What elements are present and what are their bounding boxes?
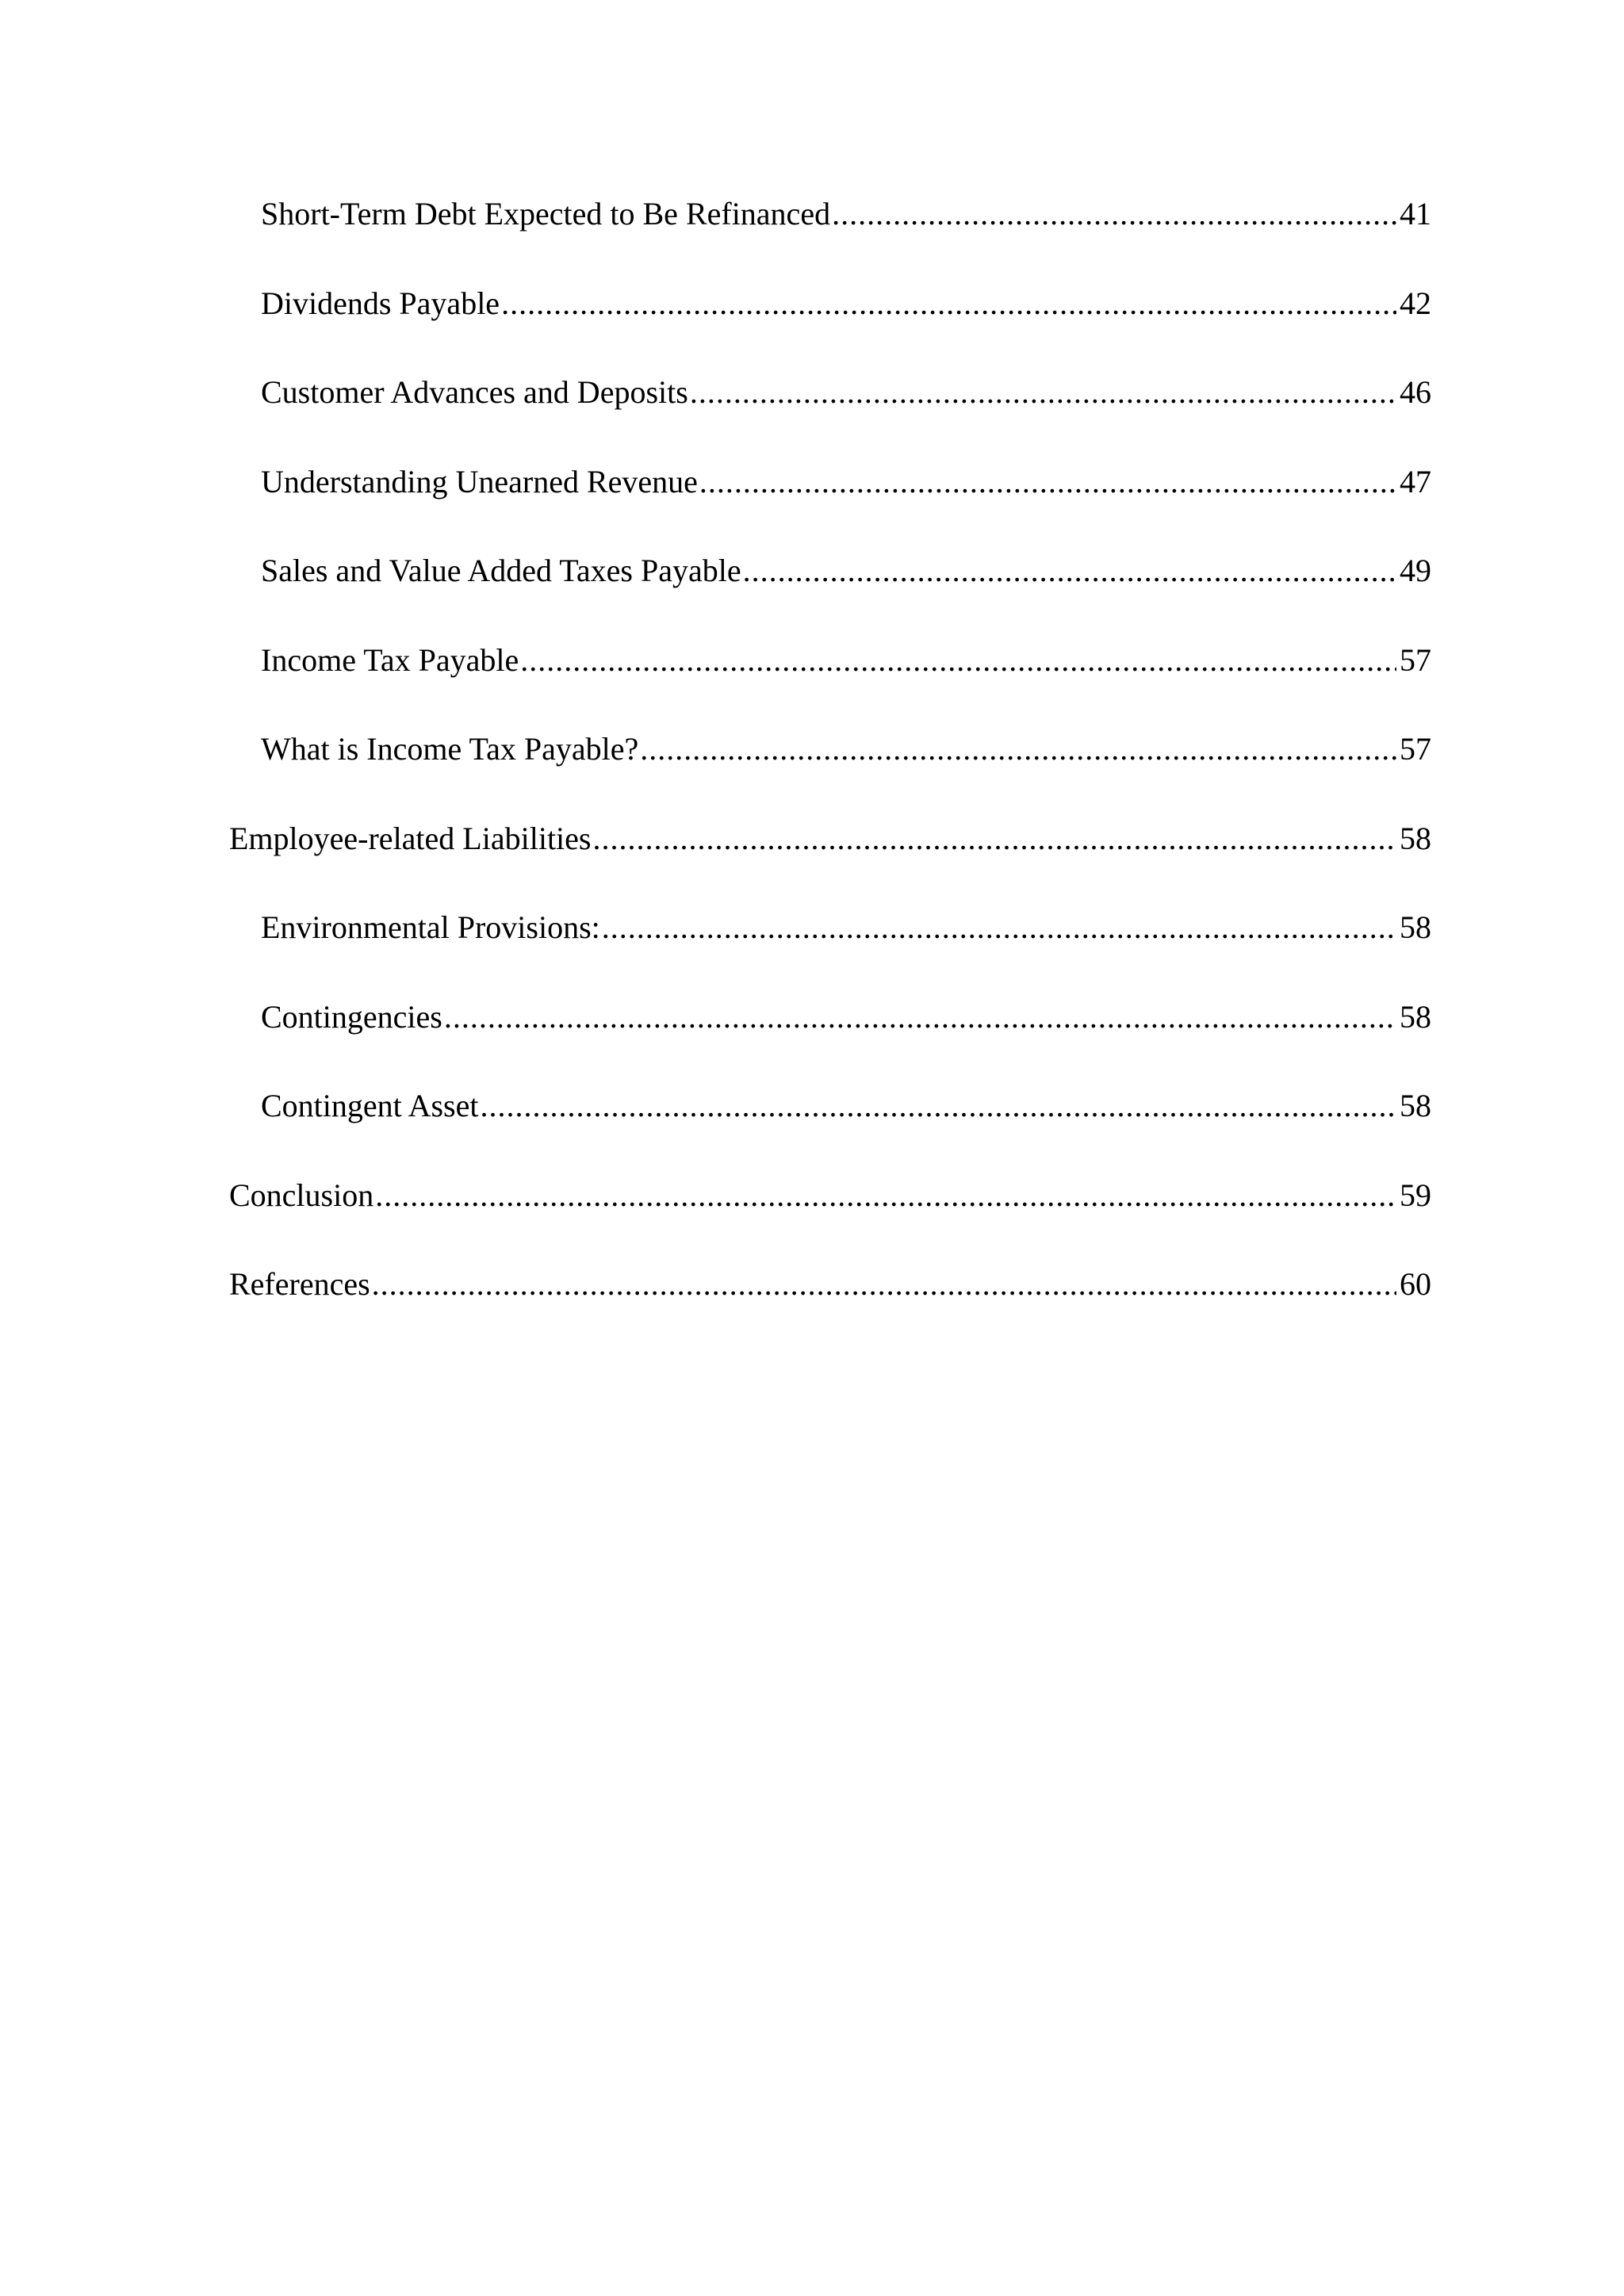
toc-entry[interactable] <box>229 725 1431 815</box>
toc-dot-leader <box>743 547 1396 595</box>
toc-entry-title: Understanding Unearned Revenue <box>261 463 698 499</box>
toc-entry-page: 42 <box>1400 285 1431 321</box>
toc-entry[interactable] <box>229 637 1431 726</box>
table-of-contents <box>229 190 1431 1350</box>
toc-entry-title: Sales and Value Added Taxes Payable <box>261 553 741 588</box>
toc-dot-leader <box>699 458 1396 506</box>
toc-dot-leader <box>444 993 1396 1041</box>
toc-entry[interactable] <box>229 547 1431 637</box>
toc-dot-leader <box>375 1172 1396 1219</box>
toc-dot-leader <box>592 815 1396 863</box>
toc-entry-title: Contingencies <box>261 998 442 1035</box>
toc-entry-page: 59 <box>1400 1177 1431 1213</box>
toc-dot-leader <box>501 280 1396 327</box>
toc-entry-title: Environmental Provisions: <box>261 909 600 945</box>
toc-entry-page: 46 <box>1400 374 1431 410</box>
toc-entry-page: 57 <box>1400 641 1431 678</box>
toc-entry[interactable] <box>229 1261 1431 1350</box>
toc-entry-title: Customer Advances and Deposits <box>261 374 688 410</box>
toc-entry-title: Contingent Asset <box>261 1088 479 1123</box>
toc-dot-leader <box>640 725 1396 773</box>
toc-entry-title: What is Income Tax Payable? <box>261 731 639 767</box>
toc-dot-leader <box>372 1261 1396 1308</box>
toc-entry[interactable] <box>229 1082 1431 1172</box>
toc-entry[interactable] <box>229 190 1431 280</box>
toc-dot-leader <box>520 637 1396 684</box>
toc-entry-title: Dividends Payable <box>261 285 500 321</box>
toc-dot-leader <box>480 1082 1396 1130</box>
toc-dot-leader <box>690 369 1396 416</box>
toc-entry-title: Conclusion <box>229 1177 374 1213</box>
toc-entry-page: 60 <box>1400 1266 1431 1302</box>
toc-entry[interactable] <box>229 815 1431 905</box>
toc-entry-page: 49 <box>1400 553 1431 588</box>
toc-entry[interactable] <box>229 369 1431 458</box>
toc-entry-page: 58 <box>1400 1088 1431 1123</box>
toc-entry-title: Income Tax Payable <box>261 641 519 678</box>
toc-entry-title: Employee-related Liabilities <box>229 820 592 856</box>
toc-entry-page: 57 <box>1400 731 1431 767</box>
toc-entry-page: 58 <box>1400 998 1431 1035</box>
toc-entry[interactable] <box>229 280 1431 369</box>
toc-entry-page: 41 <box>1400 196 1431 232</box>
toc-entry-title: References <box>229 1266 370 1302</box>
toc-entry[interactable] <box>229 904 1431 993</box>
toc-entry-title: Short-Term Debt Expected to Be Refinanced <box>261 196 831 232</box>
toc-entry[interactable] <box>229 1172 1431 1261</box>
toc-dot-leader <box>602 904 1396 951</box>
toc-dot-leader <box>832 190 1396 238</box>
toc-entry-page: 58 <box>1400 820 1431 856</box>
toc-entry[interactable] <box>229 993 1431 1083</box>
toc-entry-page: 58 <box>1400 909 1431 945</box>
toc-entry[interactable] <box>229 458 1431 548</box>
toc-entry-page: 47 <box>1400 463 1431 499</box>
